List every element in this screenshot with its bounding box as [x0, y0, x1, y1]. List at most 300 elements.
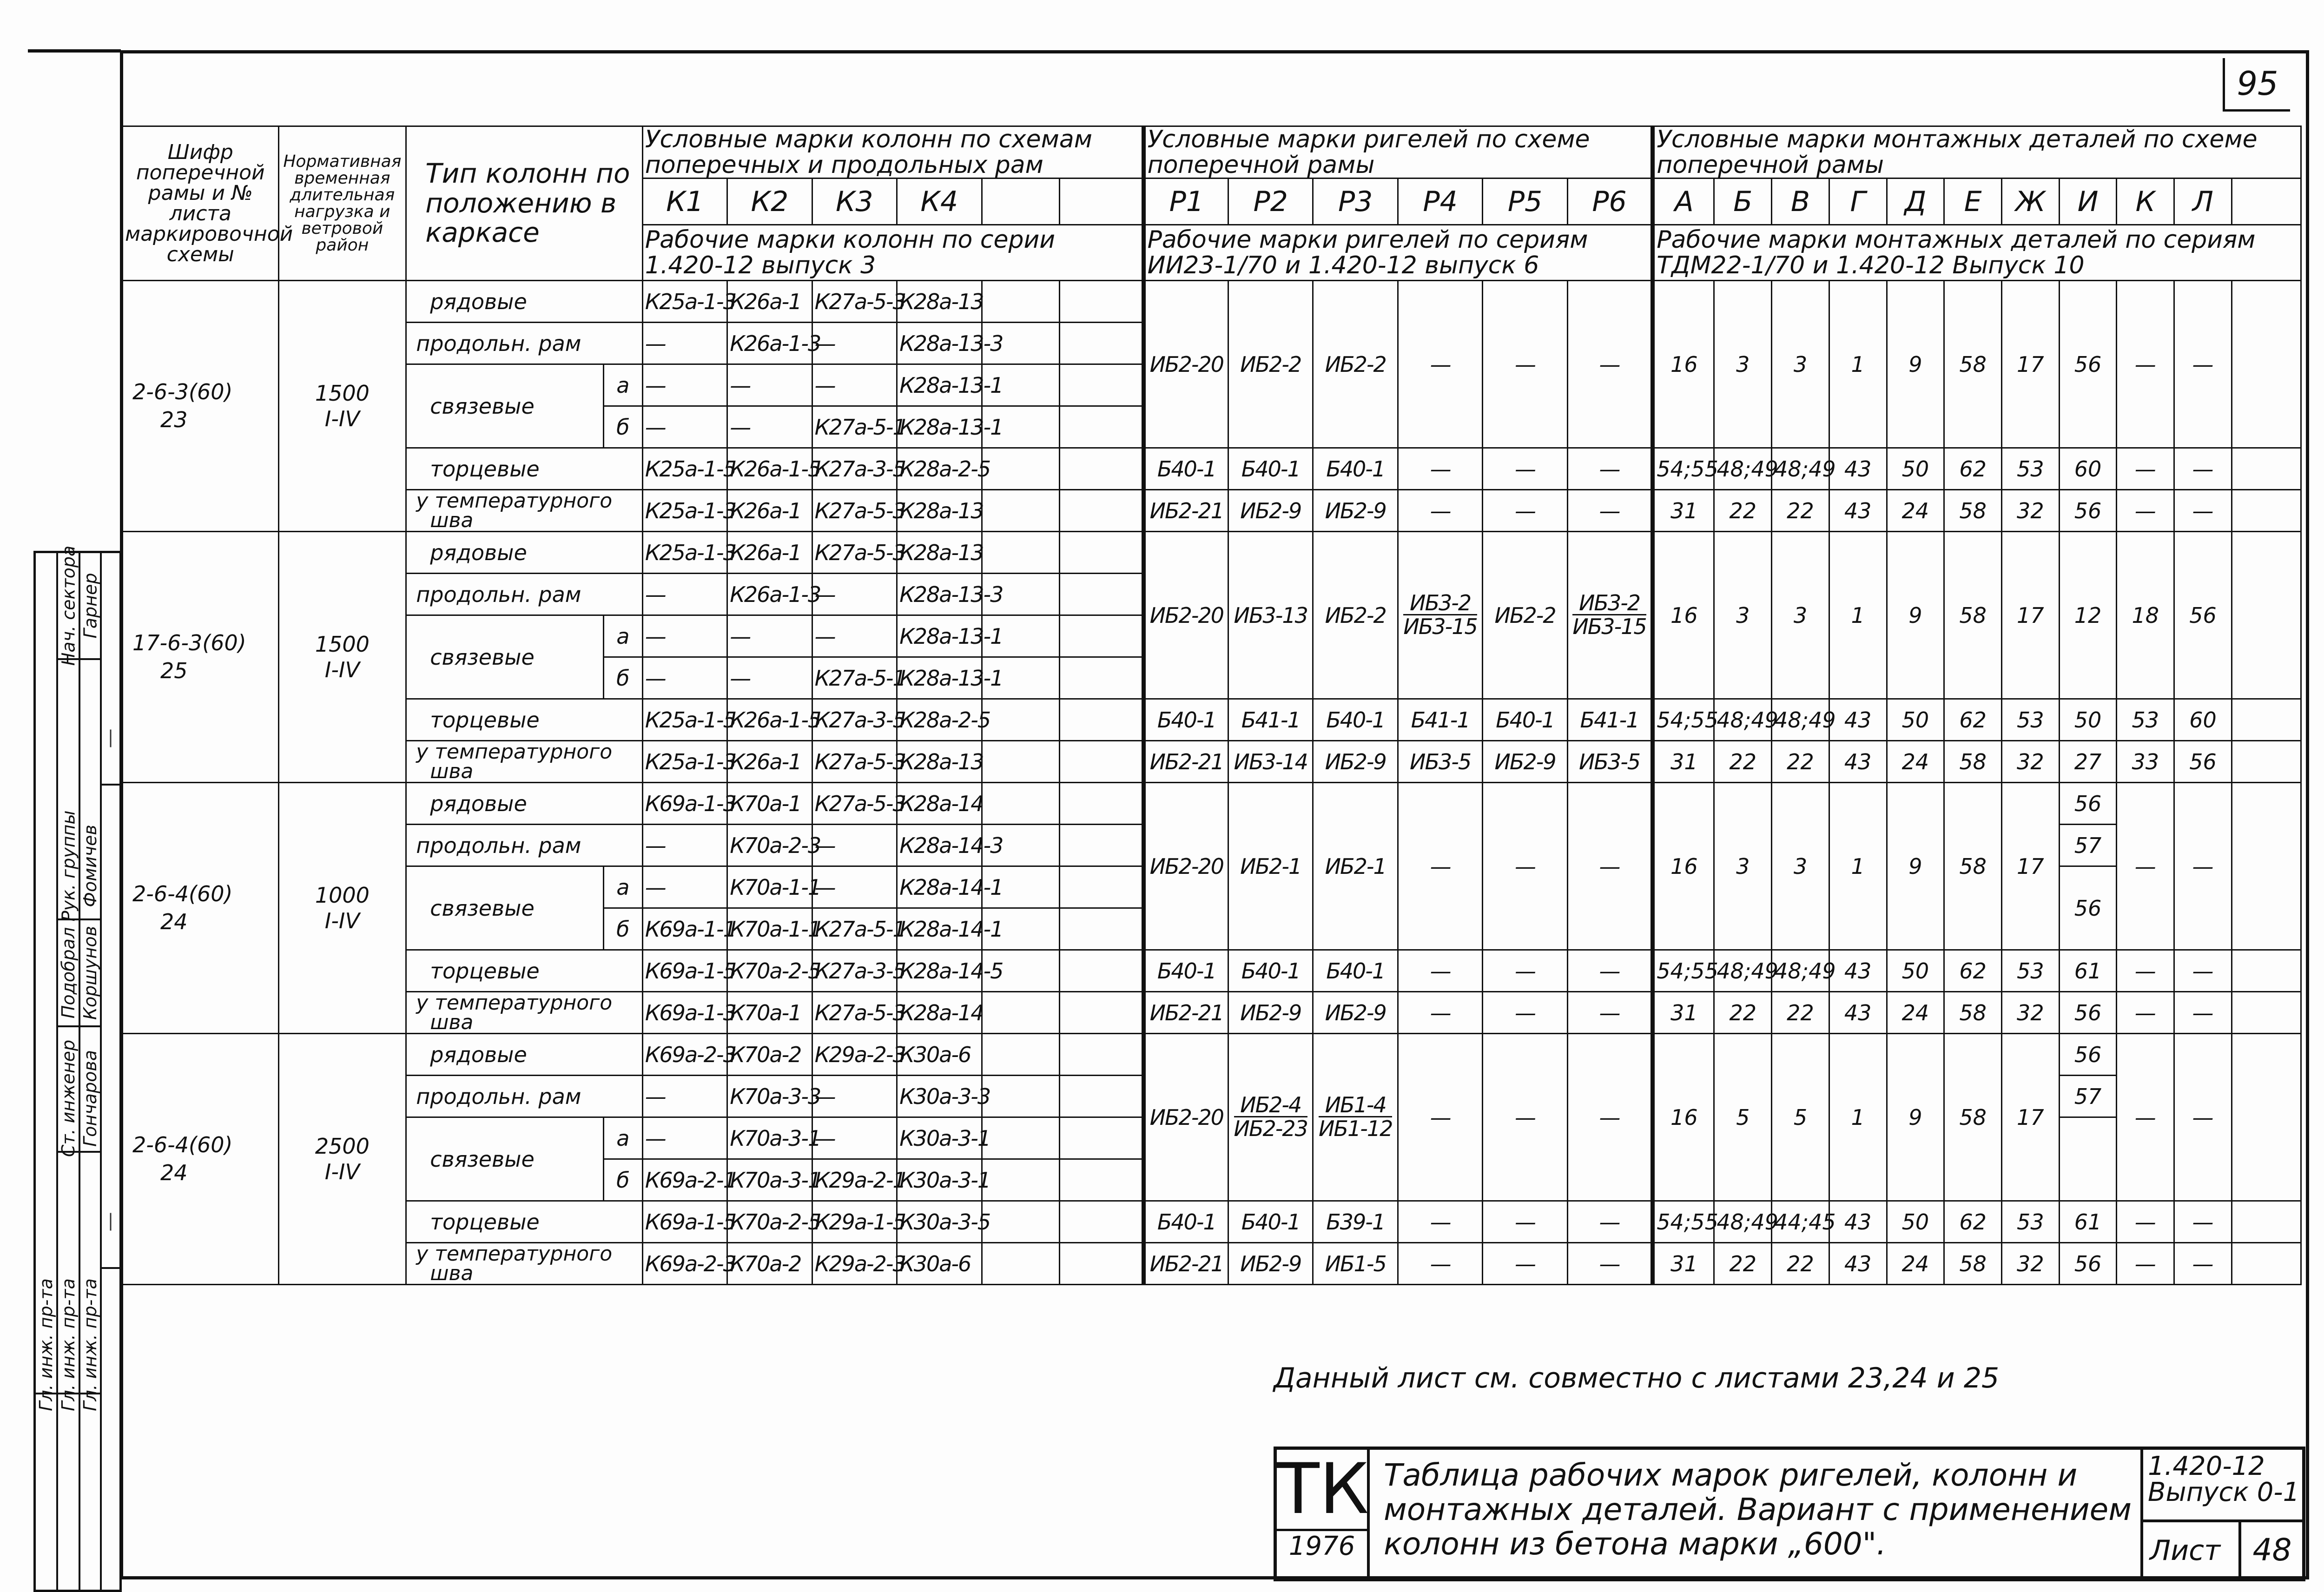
column-mark-cell: К27а-5-3: [812, 532, 897, 574]
detail-mark-cell: —: [2174, 1243, 2232, 1285]
marks-table: [122, 126, 2302, 1285]
column-mark-cell: К27а-5-3: [812, 281, 897, 323]
type-temp-line1: у температурного: [416, 489, 613, 513]
detail-mark-cell: 48;49: [1714, 448, 1772, 490]
girder-mark-cell: ИБ2-20: [1143, 281, 1228, 448]
girder-mark-cell: —: [1483, 1034, 1567, 1201]
column-mark-cell: [982, 532, 1060, 574]
detail-mark-cell: 32: [2001, 1243, 2059, 1285]
wind-region: I-IV: [324, 406, 360, 431]
column-mark-cell: [982, 783, 1060, 825]
column-mark-cell: К70а-1-1: [727, 908, 812, 950]
detail-mark-cell: 9: [1887, 1034, 1944, 1201]
girder-mark-cell: ИБ2-2: [1228, 281, 1313, 448]
table-row: [123, 741, 2301, 783]
load-number: 1000: [315, 882, 370, 908]
column-mark-cell: К25а-1-5: [642, 448, 727, 490]
mark-zh: Ж: [2001, 178, 2059, 225]
girder-mark-cell: ИБ2-9: [1228, 1243, 1313, 1285]
girder-mark-cell: Б41-1: [1228, 699, 1313, 741]
girder-mark-cell: —: [1398, 1034, 1482, 1201]
column-mark-cell: К70а-3-1: [727, 1117, 812, 1159]
type-temperature-joint: [406, 992, 643, 1034]
mark-k: К: [2117, 178, 2174, 225]
stamp-cell: Гл. инж. пр-та: [36, 1278, 56, 1411]
column-mark-cell: К26а-1: [727, 490, 812, 532]
type-longitudinal: продольн. рам: [406, 574, 643, 615]
detail-mark-cell: 1: [1829, 783, 1887, 950]
girder-mark-cell: ИБ2-21: [1143, 490, 1228, 532]
column-mark-cell: К27а-3-5: [812, 448, 897, 490]
series-info: [2148, 1453, 2299, 1506]
detail-mark-cell: 43: [1829, 1201, 1887, 1243]
girder-mark-cell: —: [1483, 1201, 1567, 1243]
column-mark-cell: К69а-2-1: [642, 1159, 727, 1201]
girder-mark-cell: —: [1398, 281, 1482, 448]
mark-d: Д: [1887, 178, 1944, 225]
detail-mark-cell: 58: [1944, 281, 2002, 448]
signature: [102, 693, 119, 786]
detail-mark-cell: 61: [2059, 950, 2117, 992]
girder-mark-cell: ИБ2-9: [1313, 992, 1398, 1034]
detail-mark-cell: 3: [1714, 783, 1772, 950]
signature: [102, 1176, 119, 1269]
column-mark-cell: —: [642, 1117, 727, 1159]
frame-cipher: 17-6-3(60): [132, 630, 246, 655]
load-number: 1500: [315, 380, 370, 406]
column-mark-cell: [1060, 406, 1143, 448]
girder-mark-cell: ИБ2-20: [1143, 532, 1228, 699]
detail-mark-cell: —: [2117, 783, 2174, 950]
girder-mark-cell: ИБ2-2: [1313, 532, 1398, 699]
detail-mark-cell: [2232, 1243, 2301, 1285]
detail-mark-cell: 22: [1772, 490, 1829, 532]
column-mark-cell: [1060, 1243, 1143, 1285]
type-temperature-joint: [406, 490, 643, 532]
bracing-sub-b: б: [603, 657, 642, 699]
column-mark-cell: [1060, 699, 1143, 741]
mark-i: И: [2059, 178, 2117, 225]
type-bracing: связевые: [406, 364, 604, 448]
mark-p5: Р5: [1483, 178, 1567, 225]
column-mark-cell: К27а-3-5: [812, 950, 897, 992]
frame-cipher: 2-6-4(60): [132, 881, 233, 906]
girder-mark-cell: —: [1398, 950, 1482, 992]
column-mark-cell: К69а-1-5: [642, 950, 727, 992]
detail-mark-cell: 3: [1714, 281, 1772, 448]
stamp-column-signatures: [102, 553, 119, 1590]
column-mark-cell: —: [642, 615, 727, 657]
column-mark-cell: К26а-1-5: [727, 699, 812, 741]
column-mark-cell: [982, 1076, 1060, 1117]
detail-mark-cell: 43: [1829, 448, 1887, 490]
girder-mark-cell: —: [1398, 992, 1482, 1034]
mark-g: Г: [1829, 178, 1887, 225]
type-end: торцевые: [406, 1201, 643, 1243]
detail-mark-cell: 60: [2059, 448, 2117, 490]
column-mark-cell: К27а-5-1: [812, 406, 897, 448]
wind-region: I-IV: [324, 657, 360, 682]
header-columns-caption: Условные марки колонн по схемам поперечных и продольных рам: [642, 126, 1143, 178]
girder-mark-cell: Б40-1: [1313, 448, 1398, 490]
note-text: Данный лист см. совместно с листами 23,24 и 25: [1274, 1362, 2000, 1394]
detail-mark-cell: 9: [1887, 281, 1944, 448]
detail-mark-cell: 43: [1829, 699, 1887, 741]
column-mark-cell: К28а-14: [897, 992, 982, 1034]
detail-mark-cell: 1: [1829, 1034, 1887, 1201]
girder-mark-cell: ИБ3-5: [1567, 741, 1653, 783]
girder-mark-cell: —: [1483, 950, 1567, 992]
header-details-series: Рабочие марки монтажных деталей по сериям ТДМ22-1/70 и 1.420-12 Выпуск 10: [1653, 225, 2301, 281]
detail-mark-cell: 18: [2117, 532, 2174, 699]
girder-mark-cell: —: [1483, 490, 1567, 532]
mark-empty: [1060, 178, 1143, 225]
mark-p3: Р3: [1313, 178, 1398, 225]
column-mark-cell: [1060, 1159, 1143, 1201]
detail-mark-cell: 62: [1944, 950, 2002, 992]
column-mark-cell: К28а-13-3: [897, 574, 982, 615]
detail-mark-cell: 33: [2117, 741, 2174, 783]
column-mark-cell: К29а-2-3: [812, 1034, 897, 1076]
detail-mark-cell: 24: [1887, 992, 1944, 1034]
approval-stamp: [33, 545, 122, 1592]
girder-mark-cell: ИБ2-2: [1483, 532, 1567, 699]
column-mark-cell: К25а-1-3: [642, 532, 727, 574]
column-mark-cell: К28а-13-1: [897, 657, 982, 699]
detail-mark-cell: —: [2117, 1034, 2174, 1201]
column-mark-cell: К29а-2-3: [812, 1243, 897, 1285]
type-ordinary: рядовые: [406, 281, 643, 323]
detail-mark-cell: —: [2117, 1201, 2174, 1243]
detail-mark-cell: 16: [1653, 1034, 1714, 1201]
column-mark-cell: —: [812, 1076, 897, 1117]
detail-mark-cell: 43: [1829, 992, 1887, 1034]
column-mark-cell: [982, 1159, 1060, 1201]
detail-mark-cell: 9: [1887, 783, 1944, 950]
girder-mark-cell: —: [1567, 490, 1653, 532]
column-mark-cell: [1060, 950, 1143, 992]
girder-mark-cell: Б40-1: [1228, 1201, 1313, 1243]
girder-mark-cell: ИБ3-13: [1228, 532, 1313, 699]
girder-mark-cell: —: [1483, 281, 1567, 448]
column-mark-cell: —: [812, 615, 897, 657]
girder-mark-cell: ИБ2-1: [1313, 783, 1398, 950]
detail-mark-cell: —: [2117, 1243, 2174, 1285]
column-mark-cell: —: [727, 364, 812, 406]
type-temp-line2: шва: [430, 759, 474, 783]
detail-mark-cell: —: [2174, 783, 2232, 950]
type-end: торцевые: [406, 950, 643, 992]
organization-logo: [1277, 1450, 1370, 1578]
detail-mark-cell: 56: [2059, 490, 2117, 532]
column-mark-cell: —: [642, 574, 727, 615]
load-value: [278, 532, 406, 783]
column-mark-cell: К27а-5-3: [812, 490, 897, 532]
girder-mark-cell: $\frac{ИБ2-4}{ИБ2-23}$: [1228, 1034, 1313, 1201]
detail-mark-cell: —: [2174, 490, 2232, 532]
column-mark-cell: К28а-2-5: [897, 699, 982, 741]
detail-mark-cell: 17: [2001, 783, 2059, 950]
load-value: [278, 1034, 406, 1285]
detail-mark-cell: [2232, 281, 2301, 448]
column-mark-cell: [1060, 1117, 1143, 1159]
type-longitudinal: продольн. рам: [406, 323, 643, 364]
girder-mark-cell: Б40-1: [1313, 950, 1398, 992]
column-mark-cell: [1060, 783, 1143, 825]
bracing-sub-b: б: [603, 406, 642, 448]
column-mark-cell: [1060, 615, 1143, 657]
column-mark-cell: К28а-13: [897, 532, 982, 574]
column-mark-cell: К27а-5-1: [812, 657, 897, 699]
mark-k2: К2: [727, 178, 812, 225]
detail-mark-cell: [2232, 783, 2301, 950]
detail-mark-cell: [2232, 950, 2301, 992]
table-row: [123, 1243, 2301, 1285]
column-mark-cell: К69а-1-3: [642, 992, 727, 1034]
mark-p4: Р4: [1398, 178, 1482, 225]
girder-mark-cell: ИБ2-9: [1228, 490, 1313, 532]
detail-mark-cell: 22: [1772, 741, 1829, 783]
mark-empty: [982, 178, 1060, 225]
detail-mark-cell: 62: [1944, 448, 2002, 490]
mark-e: Е: [1944, 178, 2002, 225]
detail-mark-cell: 17: [2001, 281, 2059, 448]
detail-mark-cell: 53: [2001, 950, 2059, 992]
column-mark-cell: [1060, 1076, 1143, 1117]
column-mark-cell: [982, 281, 1060, 323]
column-mark-cell: К70а-1-1: [727, 866, 812, 908]
column-mark-cell: К70а-2-5: [727, 950, 812, 992]
type-temp-line2: шва: [430, 1261, 474, 1285]
detail-mark-cell: [2232, 741, 2301, 783]
detail-mark-cell: 53: [2117, 699, 2174, 741]
column-mark-cell: К25а-1-3: [642, 741, 727, 783]
mark-p6: Р6: [1567, 178, 1653, 225]
detail-mark-cell: 3: [1772, 783, 1829, 950]
column-mark-cell: К69а-1-1: [642, 908, 727, 950]
column-mark-cell: —: [727, 615, 812, 657]
column-mark-cell: К27а-5-1: [812, 908, 897, 950]
load-value: [278, 281, 406, 532]
girder-mark-cell: $\frac{ИБ3-2}{ИБ3-15}$: [1567, 532, 1653, 699]
detail-mark-cell: 58: [1944, 532, 2002, 699]
detail-mark-cell: 56: [2059, 1243, 2117, 1285]
stamp-cell: Рук. группы: [58, 810, 79, 922]
title-block-right: [2140, 1450, 2302, 1578]
sheet-title: Таблица рабочих марок ригелей, колонн и монтажных деталей. Вариант с применением колонн из бетона марки „600".: [1384, 1457, 2132, 1562]
column-mark-cell: К28а-14-1: [897, 866, 982, 908]
detail-mark-cell: 43: [1829, 950, 1887, 992]
type-ordinary: рядовые: [406, 532, 643, 574]
column-mark-cell: К69а-1-5: [642, 1201, 727, 1243]
girder-mark-cell: $\frac{ИБ1-4}{ИБ1-12}$: [1313, 1034, 1398, 1201]
column-mark-cell: К26а-1: [727, 281, 812, 323]
stamp-cell: Фомичев: [80, 813, 100, 920]
stamp-cell: Коршунов: [80, 920, 100, 1027]
column-mark-cell: —: [642, 406, 727, 448]
column-mark-cell: К28а-14-1: [897, 908, 982, 950]
detail-mark-cell: 24: [1887, 490, 1944, 532]
detail-mark-cell: 3: [1714, 532, 1772, 699]
column-mark-cell: К70а-2: [727, 1243, 812, 1285]
type-temp-line1: у температурного: [416, 740, 613, 764]
stamp-cell: Гончарова: [80, 1046, 100, 1153]
detail-mark-cell: 60: [2174, 699, 2232, 741]
girder-mark-cell: —: [1483, 1243, 1567, 1285]
detail-mark-cell: 58: [1944, 490, 2002, 532]
column-mark-cell: К28а-2-5: [897, 448, 982, 490]
detail-mark-cell: [2232, 532, 2301, 699]
girder-mark-cell: $\frac{ИБ3-2}{ИБ3-15}$: [1398, 532, 1482, 699]
girder-mark-cell: ИБ2-1: [1228, 783, 1313, 950]
detail-mark-cell: 53: [2001, 699, 2059, 741]
girder-mark-cell: —: [1567, 1201, 1653, 1243]
detail-mark-cell: 17: [2001, 1034, 2059, 1201]
detail-mark-cell: 3: [1772, 532, 1829, 699]
detail-mark-cell: 31: [1653, 741, 1714, 783]
column-mark-cell: К29а-1-5: [812, 1201, 897, 1243]
detail-mark-cell: 48;49: [1772, 699, 1829, 741]
column-mark-cell: —: [812, 364, 897, 406]
girder-mark-cell: Б40-1: [1143, 699, 1228, 741]
detail-mark-cell: —: [2117, 950, 2174, 992]
detail-mark-cell: 24: [1887, 741, 1944, 783]
girder-mark-cell: ИБ2-2: [1313, 281, 1398, 448]
frame-sheet: 24: [160, 1160, 188, 1185]
detail-mark-cell: 54;55: [1653, 448, 1714, 490]
column-mark-cell: [1060, 364, 1143, 406]
detail-mark-cell: 50: [1887, 699, 1944, 741]
girder-mark-cell: —: [1483, 992, 1567, 1034]
detail-mark-cell: 22: [1714, 741, 1772, 783]
column-mark-cell: К25а-1-3: [642, 281, 727, 323]
girder-mark-cell: —: [1483, 448, 1567, 490]
column-mark-cell: —: [642, 657, 727, 699]
detail-mark-cell: 44;45: [1772, 1201, 1829, 1243]
detail-mark-cell: 43: [1829, 741, 1887, 783]
bracing-sub-b: б: [603, 1159, 642, 1201]
logo-year: 1976: [1277, 1529, 1367, 1561]
detail-mark-cell: 56: [2059, 866, 2117, 950]
detail-mark-cell: —: [2117, 490, 2174, 532]
column-mark-cell: К28а-14-3: [897, 825, 982, 866]
mark-a: А: [1653, 178, 1714, 225]
type-bracing: связевые: [406, 866, 604, 950]
girder-mark-cell: ИБ2-20: [1143, 1034, 1228, 1201]
header-cipher: Шифр поперечной рамы и № листа маркировочной схемы: [123, 126, 279, 281]
column-mark-cell: [982, 699, 1060, 741]
bracing-sub-a: а: [603, 866, 642, 908]
girder-mark-cell: —: [1567, 1243, 1653, 1285]
column-mark-cell: [1060, 574, 1143, 615]
table-row: [123, 490, 2301, 532]
detail-mark-cell: 62: [1944, 1201, 2002, 1243]
bracing-sub-a: а: [603, 364, 642, 406]
column-mark-cell: —: [812, 574, 897, 615]
detail-mark-cell: 16: [1653, 532, 1714, 699]
table-row: [123, 448, 2301, 490]
detail-mark-cell: —: [2174, 992, 2232, 1034]
detail-mark-cell: 53: [2001, 1201, 2059, 1243]
girder-mark-cell: Б40-1: [1143, 950, 1228, 992]
column-mark-cell: [1060, 657, 1143, 699]
girder-mark-cell: Б40-1: [1143, 1201, 1228, 1243]
top-edge-line: [28, 49, 121, 53]
detail-mark-cell: [2232, 992, 2301, 1034]
column-mark-cell: —: [812, 825, 897, 866]
detail-mark-cell: 31: [1653, 992, 1714, 1034]
detail-mark-cell: 1: [1829, 532, 1887, 699]
column-mark-cell: [1060, 1034, 1143, 1076]
column-mark-cell: К26а-1-5: [727, 448, 812, 490]
stamp-column-names: [80, 553, 102, 1590]
stamp-cell: Гл. инж. пр-та: [80, 1278, 100, 1411]
girder-mark-cell: ИБ3-5: [1398, 741, 1482, 783]
detail-mark-cell: 50: [1887, 448, 1944, 490]
detail-mark-cell: [2059, 1117, 2117, 1201]
header-girders-series: Рабочие марки ригелей по сериям ИИ23-1/70 и 1.420-12 выпуск 6: [1143, 225, 1653, 281]
girder-mark-cell: —: [1398, 1243, 1482, 1285]
detail-mark-cell: 17: [2001, 532, 2059, 699]
header-details-caption: Условные марки монтажных деталей по схеме поперечной рамы: [1653, 126, 2301, 178]
type-longitudinal: продольн. рам: [406, 825, 643, 866]
sheet-number: 48: [2238, 1522, 2303, 1578]
stamp-cell: Подобрал: [58, 920, 79, 1027]
column-mark-cell: К70а-2-5: [727, 1201, 812, 1243]
detail-mark-cell: 27: [2059, 741, 2117, 783]
load-value: [278, 783, 406, 1034]
column-mark-cell: [1060, 866, 1143, 908]
table-row: [123, 783, 2301, 825]
header-girders-caption: Условные марки ригелей по схеме поперечной рамы: [1143, 126, 1653, 178]
column-mark-cell: [982, 1117, 1060, 1159]
page-number: 95: [2223, 58, 2290, 112]
column-mark-cell: К26а-1-3: [727, 574, 812, 615]
stamp-cell: Нач. сектора: [58, 545, 79, 666]
girder-mark-cell: Б40-1: [1483, 699, 1567, 741]
detail-mark-cell: 56: [2059, 1034, 2117, 1076]
detail-mark-cell: [2232, 699, 2301, 741]
detail-mark-cell: 57: [2059, 825, 2117, 866]
column-mark-cell: К28а-13-1: [897, 615, 982, 657]
column-mark-cell: К27а-5-3: [812, 783, 897, 825]
girder-mark-cell: Б41-1: [1398, 699, 1482, 741]
detail-mark-cell: 53: [2001, 448, 2059, 490]
column-mark-cell: [1060, 281, 1143, 323]
girder-mark-cell: ИБ2-9: [1313, 490, 1398, 532]
type-end: торцевые: [406, 699, 643, 741]
detail-mark-cell: 57: [2059, 1076, 2117, 1117]
detail-mark-cell: 16: [1653, 281, 1714, 448]
column-mark-cell: К25а-1-5: [642, 699, 727, 741]
detail-mark-cell: 32: [2001, 490, 2059, 532]
girder-mark-cell: ИБ1-5: [1313, 1243, 1398, 1285]
detail-mark-cell: 50: [1887, 1201, 1944, 1243]
frame-cipher: 2-6-4(60): [132, 1132, 233, 1157]
column-mark-cell: [982, 992, 1060, 1034]
girder-mark-cell: ИБ3-14: [1228, 741, 1313, 783]
bracing-sub-b: б: [603, 908, 642, 950]
frame-cipher: 2-6-3(60): [132, 379, 233, 404]
logo-text: ТК: [1277, 1449, 1369, 1530]
column-mark-cell: К28а-13-1: [897, 406, 982, 448]
girder-mark-cell: ИБ2-21: [1143, 1243, 1228, 1285]
column-mark-cell: [982, 448, 1060, 490]
table-row: [123, 1034, 2301, 1076]
mark-b: Б: [1714, 178, 1772, 225]
girder-mark-cell: Б39-1: [1313, 1201, 1398, 1243]
type-temp-line2: шва: [430, 1010, 474, 1034]
